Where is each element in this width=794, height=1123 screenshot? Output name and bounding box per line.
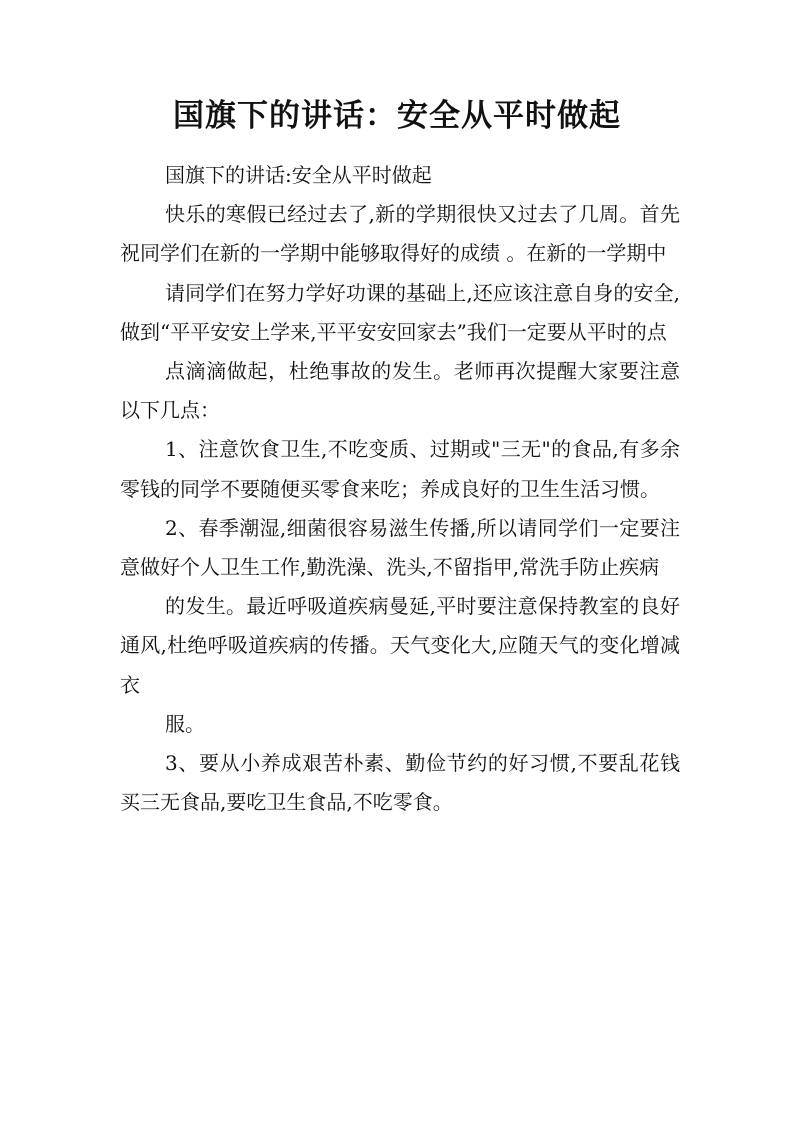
paragraph-intro: 快乐的寒假已经过去了,新的学期很快又过去了几周。首先祝同学们在新的一学期中能够取得好的成绩 。在新的一学期中 (120, 202, 680, 266)
paragraph-point-3: 3、要从小养成艰苦朴素、勤俭节约的好习惯,不要乱花钱买三无食品,要吃卫生食品,不吃零食。 (120, 751, 680, 815)
paragraph-subtitle: 国旗下的讲话:安全从平时做起 (165, 163, 432, 187)
paragraph-point-2-continued: 的发生。最近呼吸道疾病曼延,平时要注意保持教室的良好通风,杜绝呼吸道疾病的传播。天气变化大,应随天气的变化增减衣 (120, 594, 680, 697)
paragraph-reminder: 点滴滴做起，杜绝事故的发生。老师再次提醒大家要注意以下几点： (120, 359, 680, 423)
paragraph-request: 请同学们在努力学好功课的基础上,还应该注意自身的安全,做到“平平安安上学来,平平安安回家去”我们一定要从平时的点 (120, 280, 680, 344)
document-body (120, 156, 680, 822)
paragraph-point-2: 2、春季潮湿,细菌很容易滋生传播,所以请同学们一定要注意做好个人卫生工作,勤洗澡、洗头,不留指甲,常洗手防止疾病 (120, 515, 680, 580)
document-title: 国旗下的讲话：安全从平时做起 (173, 98, 621, 134)
paragraph-point-1: 1、注意饮食卫生,不吃变质、过期或"三无"的食品,有多余零钱的同学不要随便买零食来吃；养成良好的卫生生活习惯。 (120, 437, 680, 501)
paragraph-point-2-end: 服。 (165, 711, 205, 736)
